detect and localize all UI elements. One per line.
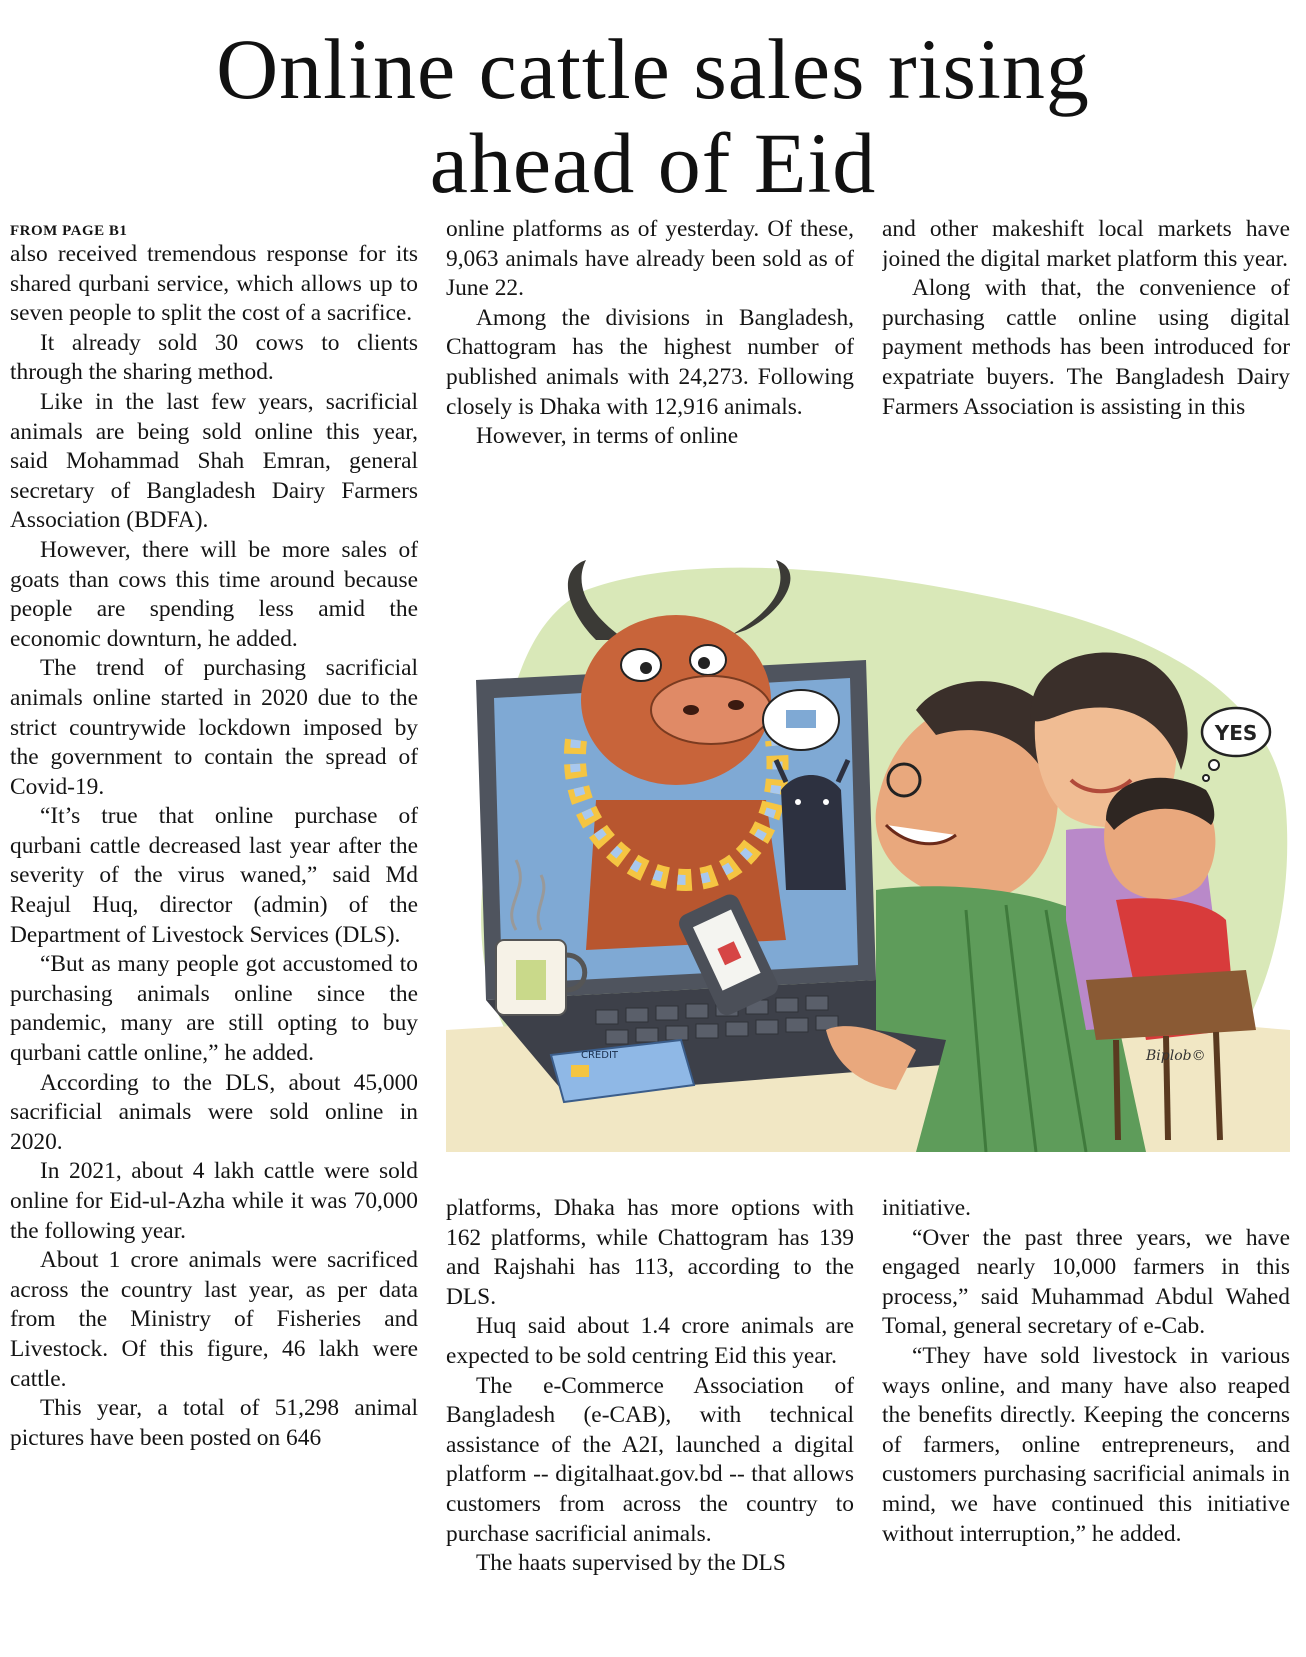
paragraph: According to the DLS, about 45,000 sacrificial animals were sold online in 2020. [10,1069,418,1155]
headline-line-2: ahead of Eid [429,115,877,211]
paragraph: In 2021, about 4 lakh cattle were sold online for Eid-ul-Azha while it was 70,000 the following year. [10,1158,418,1244]
paragraph: also received tremendous response for its shared qurbani service, which allows up to seven people to split the cost of a sacrifice. [10,241,418,327]
headline [0,22,1306,210]
paragraph: Along with that, the convenience of purchasing cattle online using digital payment methods has been introduced for expatriate buyers. The Bangladesh Dairy Farmers Association is assisting in this [882,275,1290,420]
card-label: CREDIT [581,1050,619,1061]
paragraph: However, in terms of online [476,423,739,450]
headline-line-1: Online cattle sales rising [216,21,1090,117]
paragraph: The trend of purchasing sacrificial animals online started in 2020 due to the strict countrywide lockdown imposed by the government to contain the spread of Covid-19. [10,655,418,800]
column-2-top [446,215,854,487]
paragraph: Like in the last few years, sacrificial animals are being sold online this year, said Mohammad Shah Emran, general secretary of Bangladesh Dairy Farmers Association (BDFA). [10,388,418,534]
illustration [446,560,1290,1152]
column-3-bottom [882,1194,1290,1549]
goat-icon [776,760,848,890]
chat-bubble-icon [763,690,839,750]
speech-bubble-text: YES [1214,721,1258,745]
paragraph: The e-Commerce Association of Bangladesh (e-CAB), with technical assistance of the A2I, launched a digital platform -- digitalhaat.gov.bd -- that allows customers from across the country to purchase sacrificial animals. [446,1372,854,1547]
column-1 [10,222,418,1453]
paragraph: online platforms as of yesterday. Of these, 9,063 animals have already been sold as of June 22. [446,216,854,302]
paragraph: “It’s true that online purchase of qurbani cattle decreased last year after the severity of the virus waned,” said Md Reajul Huq, director (admin) of the Department of Livestock Services (DLS). [10,803,418,948]
paragraph: This year, a total of 51,298 animal pictures have been posted on 646 [10,1395,418,1451]
column-3-top [882,215,1290,487]
paragraph: “Over the past three years, we have engaged nearly 10,000 farmers in this process,” said Muhammad Abdul Wahed Tomal, general secretary of e-Cab. [882,1224,1290,1340]
paragraph: “They have sold livestock in various ways online, and many have also reaped the benefits directly. Keeping the concerns of farmers, online entrepreneurs, and customers purchasing sacrificial animals in mind, we have continued this initiative without interruption,” he added. [882,1342,1290,1547]
paragraph: and other makeshift local markets have joined the digital market platform this year. [882,216,1290,272]
paragraph: Among the divisions in Bangladesh, Chattogram has the highest number of published animals with 24,273. Following closely is Dhaka with 12,916 animals. [446,304,854,420]
paragraph: “But as many people got accustomed to purchasing animals online since the pandemic, many are still opting to buy qurbani cattle online,” he added. [10,951,418,1067]
paragraph: However, there will be more sales of goats than cows this time around because people are spending less amid the economic downturn, he added. [10,536,418,652]
paragraph: It already sold 30 cows to clients through the sharing method. [10,329,418,386]
artist-signature: Biplob© [1146,1048,1206,1064]
paragraph: About 1 crore animals were sacrificed across the country last year, as per data from the Ministry of Fisheries and Livestock. Of this figure, 46 lakh were cattle. [10,1247,418,1392]
paragraph: initiative. [882,1195,971,1221]
paragraph: The haats supervised by the DLS [476,1550,786,1577]
column-2-bottom [446,1194,854,1579]
paragraph: platforms, Dhaka has more options with 162 platforms, while Chattogram has 139 and Rajshahi has 113, according to the DLS. [446,1195,854,1310]
kicker: FROM PAGE B1 [10,223,128,239]
paragraph: Huq said about 1.4 crore animals are expected to be sold centring Eid this year. [446,1313,854,1369]
